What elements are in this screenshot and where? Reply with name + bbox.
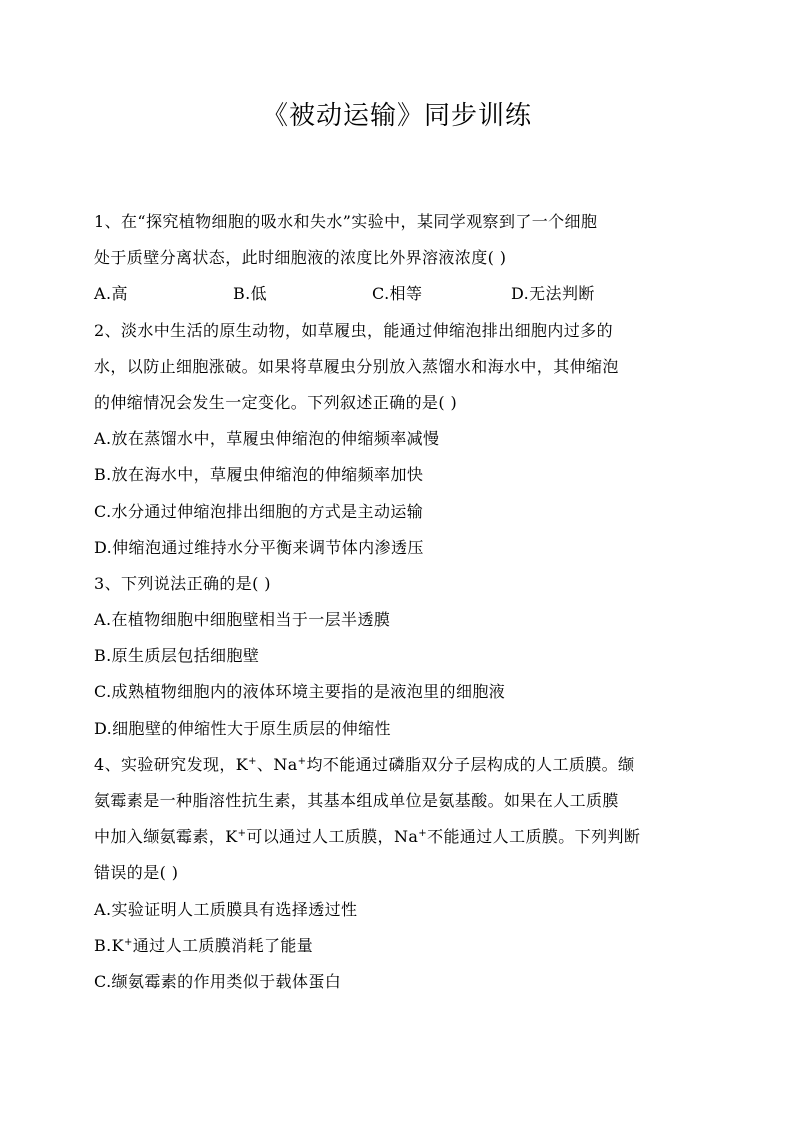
q4-l3-part-b: 可以通过人工质膜，Na xyxy=(246,827,419,847)
superscript-plus: + xyxy=(248,755,257,767)
question-2-option-a: A.放在蒸馏水中，草履虫伸缩泡的伸缩频率减慢 xyxy=(94,429,440,449)
question-2-stem-line-2: 水，以防止细胞涨破。如果将草履虫分别放入蒸馏水和海水中，其伸缩泡 xyxy=(94,356,619,376)
question-3-option-b: B.原生质层包括细胞壁 xyxy=(94,646,260,666)
question-4-option-a: A.实验证明人工质膜具有选择透过性 xyxy=(94,899,358,919)
question-2-option-c: C.水分通过伸缩泡排出细胞的方式是主动运输 xyxy=(94,501,424,521)
q4-l1-part-a: 4、实验研究发现，K xyxy=(94,754,249,774)
q4-l1-part-b: 、Na xyxy=(256,754,298,774)
question-1-option-b: B.低 xyxy=(233,284,268,304)
question-1-option-a: A.高 xyxy=(94,284,128,304)
document-title: 《被动运输》同步训练 xyxy=(261,101,532,131)
question-2-stem-line-1: 2、淡水中生活的原生动物，如草履虫，能通过伸缩泡排出细胞内过多的 xyxy=(94,320,613,340)
superscript-plus: + xyxy=(418,828,428,840)
question-2-option-b: B.放在海水中，草履虫伸缩泡的伸缩频率加快 xyxy=(94,465,424,485)
question-1-stem-line-2: 处于质壁分离状态，此时细胞液的浓度比外界溶液浓度( ) xyxy=(94,248,507,268)
question-3-option-c: C.成熟植物细胞内的液体环境主要指的是液泡里的细胞液 xyxy=(94,682,506,702)
question-4-option-b xyxy=(94,928,702,964)
question-4-stem-line-2: 氨霉素是一种脂溶性抗生素，其基本组成单位是氨基酸。如果在人工质膜 xyxy=(94,791,619,810)
superscript-plus: + xyxy=(124,936,133,948)
question-3-stem: 3、下列说法正确的是( ) xyxy=(94,573,271,593)
question-1-option-c: C.相等 xyxy=(372,284,423,304)
question-4-stem-line-1 xyxy=(94,747,702,783)
question-2-stem-line-3: 的伸缩情况会发生一定变化。下列叙述正确的是( ) xyxy=(94,392,458,412)
superscript-plus: + xyxy=(237,828,247,840)
question-4-stem-line-3 xyxy=(94,819,702,855)
question-list xyxy=(94,204,702,1000)
question-3-option-d: D.细胞壁的伸缩性大于原生质层的伸缩性 xyxy=(94,718,391,738)
question-4-option-c: C.缬氨霉素的作用类似于载体蛋白 xyxy=(94,971,342,991)
question-2-option-d: D.伸缩泡通过维持水分平衡来调节体内渗透压 xyxy=(94,537,424,557)
q4-optb-part-b: 通过人工质膜消耗了能量 xyxy=(132,935,314,955)
q4-optb-part-a: B.K xyxy=(94,935,124,955)
q4-l1-part-c: 均不能通过磷脂双分子层构成的人工质膜。缬 xyxy=(306,754,635,774)
q4-l3-part-a: 中加入缬氨霉素，K xyxy=(94,827,238,847)
q4-l3-part-c: 不能通过人工质膜。下列判断 xyxy=(427,827,641,847)
question-1-stem-line-1: 1、在“探究植物细胞的吸水和失水”实验中，某同学观察到了一个细胞 xyxy=(94,212,598,231)
superscript-plus: + xyxy=(297,755,307,767)
question-4-stem-line-4: 错误的是( ) xyxy=(94,863,179,883)
question-3-option-a: A.在植物细胞中细胞壁相当于一层半透膜 xyxy=(94,610,391,630)
question-1-options xyxy=(94,276,702,312)
question-1-option-d: D.无法判断 xyxy=(511,284,595,304)
